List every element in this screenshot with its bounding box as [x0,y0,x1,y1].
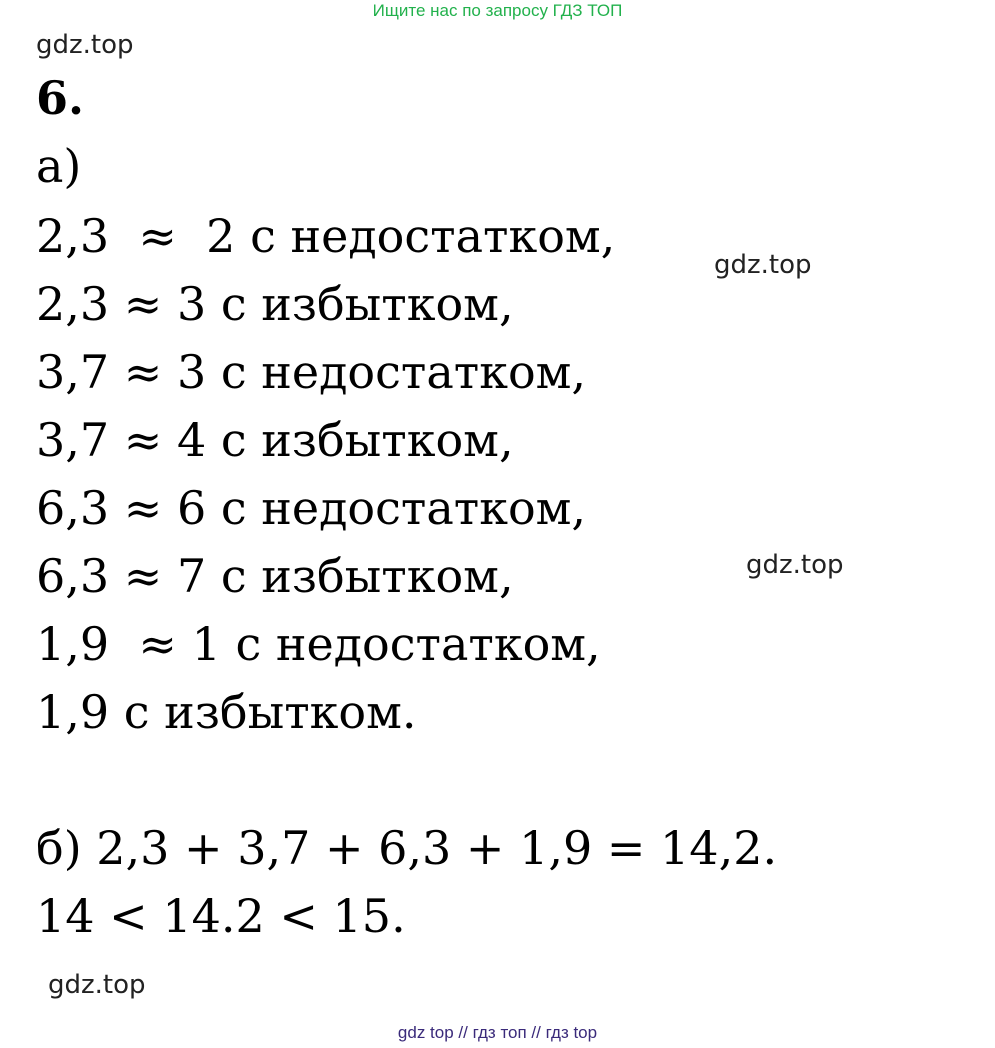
part-a-line: 3,7 ≈ 3 с недостатком, [36,345,587,399]
watermark: gdz.top [746,550,844,580]
part-a-line: 2,3 ≈ 2 с недостатком, [36,209,616,263]
part-a-label: а) [36,139,82,193]
footer-links[interactable]: gdz top // гдз топ // гдз top [397,1023,598,1042]
watermark: gdz.top [48,970,146,1000]
part-a-line: 1,9 с избытком. [36,685,417,739]
part-a-line: 1,9 ≈ 1 с недостатком, [36,617,601,671]
part-a-line: 2,3 ≈ 3 с избытком, [36,277,514,331]
part-a-line: 3,7 ≈ 4 с избытком, [36,413,514,467]
part-b-line: 14 < 14.2 < 15. [36,889,406,943]
part-b-line: б) 2,3 + 3,7 + 6,3 + 1,9 = 14,2. [36,821,778,875]
task-number: 6. [36,71,85,125]
search-banner[interactable]: Ищите нас по запросу ГДЗ ТОП [372,1,623,20]
watermark: gdz.top [36,30,134,60]
part-a-line: 6,3 ≈ 7 с избытком, [36,549,514,603]
watermark: gdz.top [714,250,812,280]
part-a-line: 6,3 ≈ 6 с недостатком, [36,481,587,535]
